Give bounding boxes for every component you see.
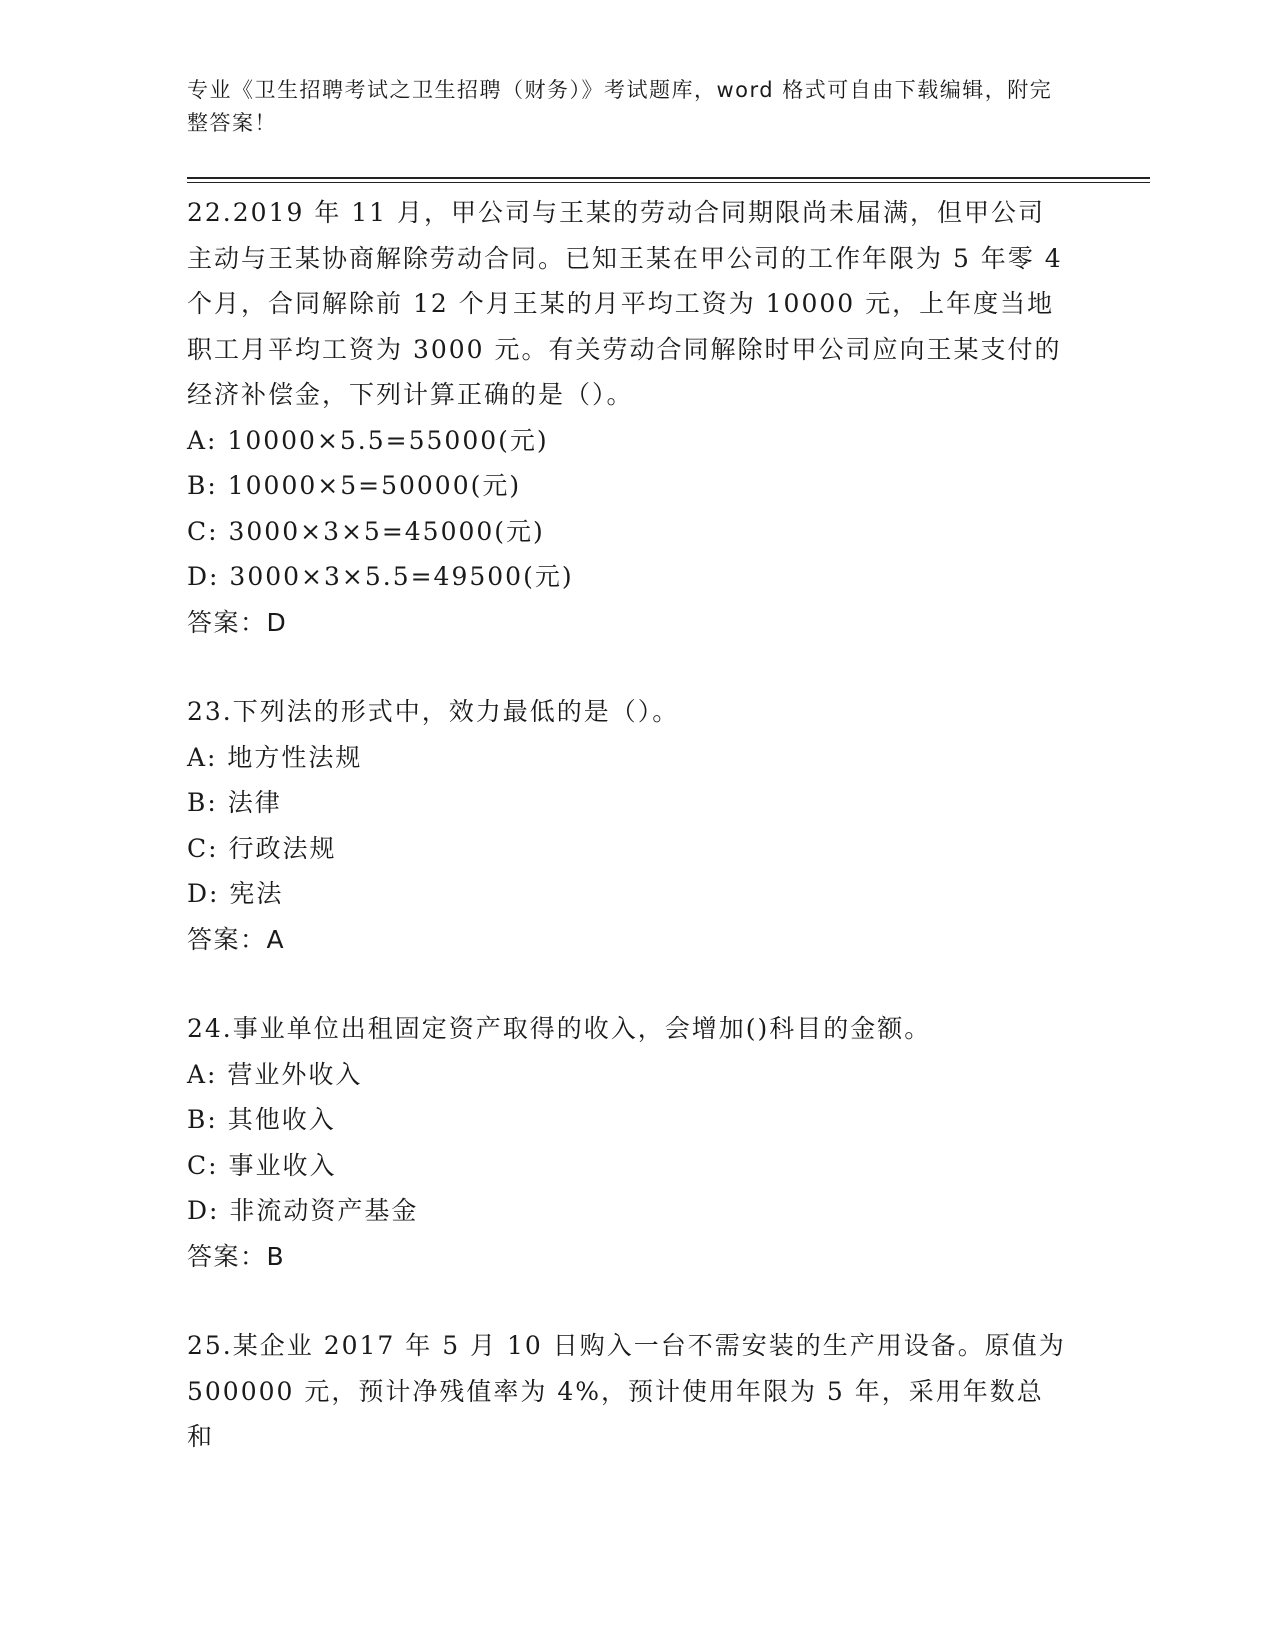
option-a: A: 营业外收入 — [187, 1059, 363, 1089]
question-22 — [187, 190, 1087, 645]
answer-label: 答案：D — [187, 607, 288, 637]
header-divider-thick — [187, 177, 1150, 179]
answer-label: 答案：A — [187, 924, 286, 954]
option-d: D: 宪法 — [187, 879, 284, 908]
question-list — [187, 190, 1087, 1504]
question-text: 24.事业单位出租固定资产取得的收入，会增加()科目的金额。 — [187, 1014, 932, 1043]
question-23 — [187, 689, 1087, 962]
option-d: D: 非流动资产基金 — [187, 1196, 419, 1225]
option-c: C: 3000×3×5=45000(元) — [187, 516, 545, 546]
answer-label: 答案：B — [187, 1241, 286, 1271]
option-a: A: 地方性法规 — [187, 742, 363, 772]
question-text: 23.下列法的形式中，效力最低的是（）。 — [187, 697, 680, 726]
document-header: 专业《卫生招聘考试之卫生招聘（财务）》考试题库，word 格式可自由下载编辑，附完整答案！ — [187, 78, 1053, 135]
option-d: D: 3000×3×5.5=49500(元) — [187, 562, 574, 591]
option-a: A: 10000×5.5=55000(元) — [187, 425, 549, 455]
question-text: 22.2019 年 11 月，甲公司与王某的劳动合同期限尚未届满，但甲公司主动与王某协商解除劳动合同。已知王某在甲公司的工作年限为 5 年零 4 个月，合同解除前 12 个月王某的月平均工资为 10000 元，上年度当地职工月平均工资为 3000 元。有关劳动合同解除时甲公司应向王某支付的经济补偿金，下列计算正确的是（）。 — [187, 198, 1063, 409]
option-b: B: 10000×5=50000(元) — [187, 471, 522, 500]
question-24 — [187, 1006, 1087, 1279]
option-b: B: 其他收入 — [187, 1105, 336, 1134]
option-c: C: 行政法规 — [187, 833, 337, 863]
option-b: B: 法律 — [187, 788, 282, 817]
header-divider-thin — [187, 182, 1150, 183]
question-text: 25.某企业 2017 年 5 月 10 日购入一台不需安装的生产用设备。原值为500000 元，预计净残值率为 4%，预计使用年限为 5 年，采用年数总和 — [187, 1331, 1066, 1451]
option-c: C: 事业收入 — [187, 1150, 337, 1180]
question-25 — [187, 1323, 1087, 1460]
